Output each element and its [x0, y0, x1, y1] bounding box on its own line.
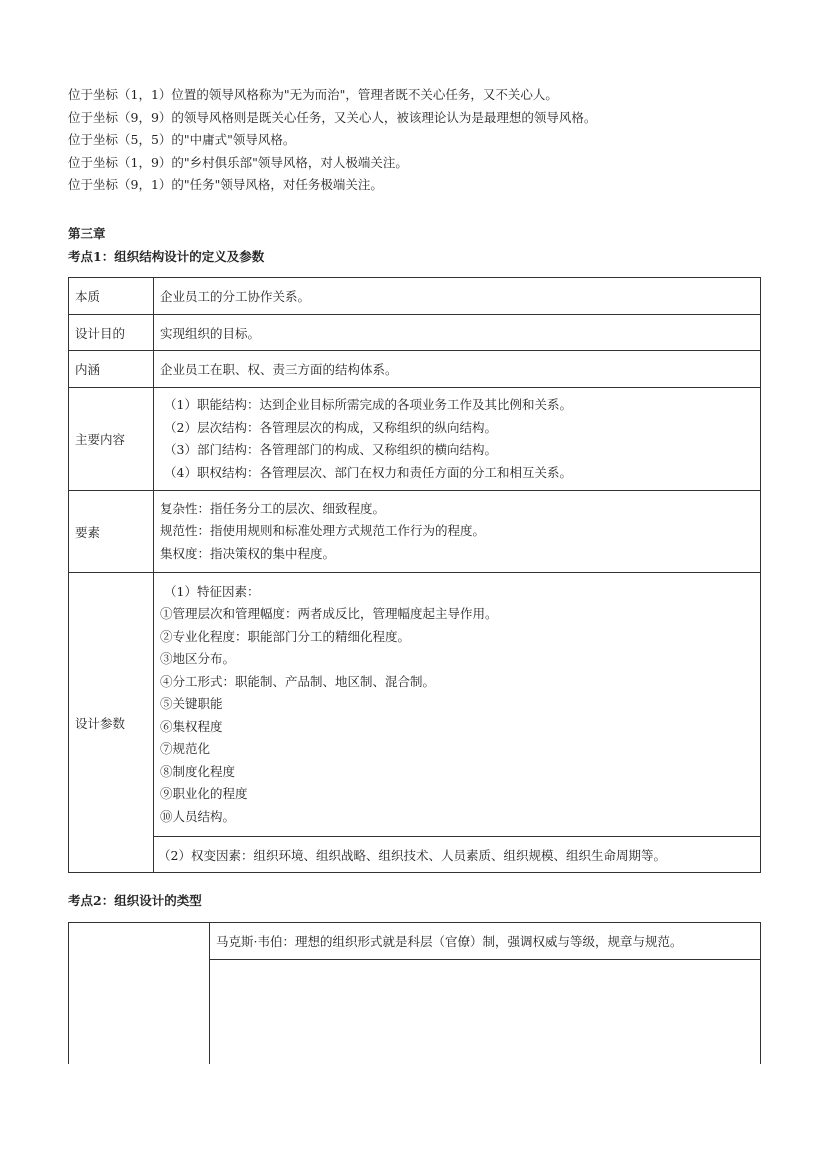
content-line: （2）层次结构：各管理层次的构成，又称组织的纵向结构。 [164, 419, 497, 435]
row-content: 企业员工的分工协作关系。 [154, 278, 761, 315]
table-row [69, 491, 761, 573]
table-row [69, 923, 761, 960]
row-label: 主要内容 [69, 388, 154, 491]
content-line: （3）部门结构：各管理部门的构成、又称组织的横向结构。 [164, 442, 497, 457]
content-line: ⑨职业化的程度 [160, 786, 248, 802]
row-content [210, 960, 761, 1065]
row-label: 内涵 [69, 351, 154, 388]
content-line: ⑩人员结构。 [160, 808, 236, 824]
row-content: 马克斯·韦伯：理想的组织形式就是科层（官僚）制，强调权威与等级，规章与规范。 [210, 923, 761, 960]
chapter-title: 第三章 [68, 226, 106, 241]
row-content: 实现组织的目标。 [154, 315, 761, 351]
content-line: ①管理层次和管理幅度：两者成反比，管理幅度起主导作用。 [160, 606, 498, 622]
section1-title: 考点1：组织结构设计的定义及参数 [68, 249, 265, 264]
intro-line: 位于坐标（5，5）的"中庸式"领导风格。 [68, 132, 296, 147]
org-structure-table [68, 277, 761, 873]
table-row [69, 315, 761, 351]
row-label: 要素 [69, 491, 154, 573]
row-content [154, 491, 761, 573]
intro-line: 位于坐标（1，9）的"乡村俱乐部"领导风格，对人极端关注。 [68, 154, 408, 170]
table-row [69, 278, 761, 315]
content-line: ⑧制度化程度 [160, 763, 236, 779]
content-line: （1）职能结构：达到企业目标所需完成的各项业务工作及其比例和关系。 [164, 397, 572, 412]
content-line: （4）职权结构：各管理层次、部门在权力和责任方面的分工和相互关系。 [164, 464, 572, 480]
content-line: （1）特征因素： [164, 583, 260, 599]
content-line: ⑦规范化 [160, 741, 211, 757]
content-line: ⑥集权程度 [160, 718, 223, 734]
table-row [69, 388, 761, 491]
section2-title: 考点2：组织设计的类型 [68, 893, 202, 908]
intro-line: 位于坐标（1，1）位置的领导风格称为"无为而治"，管理者既不关心任务，又不关心人。 [68, 87, 558, 102]
row-label: 本质 [69, 278, 154, 315]
intro-line: 位于坐标（9，9）的领导风格则是既关心任务，又关心人，被该理论认为是最理想的领导风格。 [68, 109, 597, 125]
row-content: 企业员工在职、权、责三方面的结构体系。 [154, 351, 761, 388]
content-line: ④分工形式：职能制、产品制、地区制、混合制。 [160, 673, 436, 689]
intro-paragraph [68, 84, 768, 197]
row-content: （2）权变因素：组织环境、组织战略、组织技术、人员素质、组织规模、组织生命周期等。 [154, 837, 761, 873]
org-design-types-table [68, 922, 761, 1064]
row-content [154, 573, 761, 837]
row-label: 设计参数 [69, 573, 154, 873]
intro-line: 位于坐标（9，1）的"任务"领导风格，对任务极端关注。 [68, 177, 383, 192]
content-line: ③地区分布。 [160, 651, 236, 667]
table-row [69, 351, 761, 388]
table-row [69, 573, 761, 837]
content-line: 集权度：指决策权的集中程度。 [160, 545, 336, 561]
row-label: 设计目的 [69, 315, 154, 351]
type-label-cell [69, 923, 210, 1065]
content-line: ⑤关键职能 [160, 696, 223, 712]
row-content [154, 388, 761, 491]
table-row [69, 837, 761, 873]
content-line: 规范性：指使用规则和标准处理方式规范工作行为的程度。 [160, 523, 486, 539]
content-line: ②专业化程度：职能部门分工的精细化程度。 [160, 628, 411, 644]
content-line: 复杂性：指任务分工的层次、细致程度。 [160, 500, 386, 516]
